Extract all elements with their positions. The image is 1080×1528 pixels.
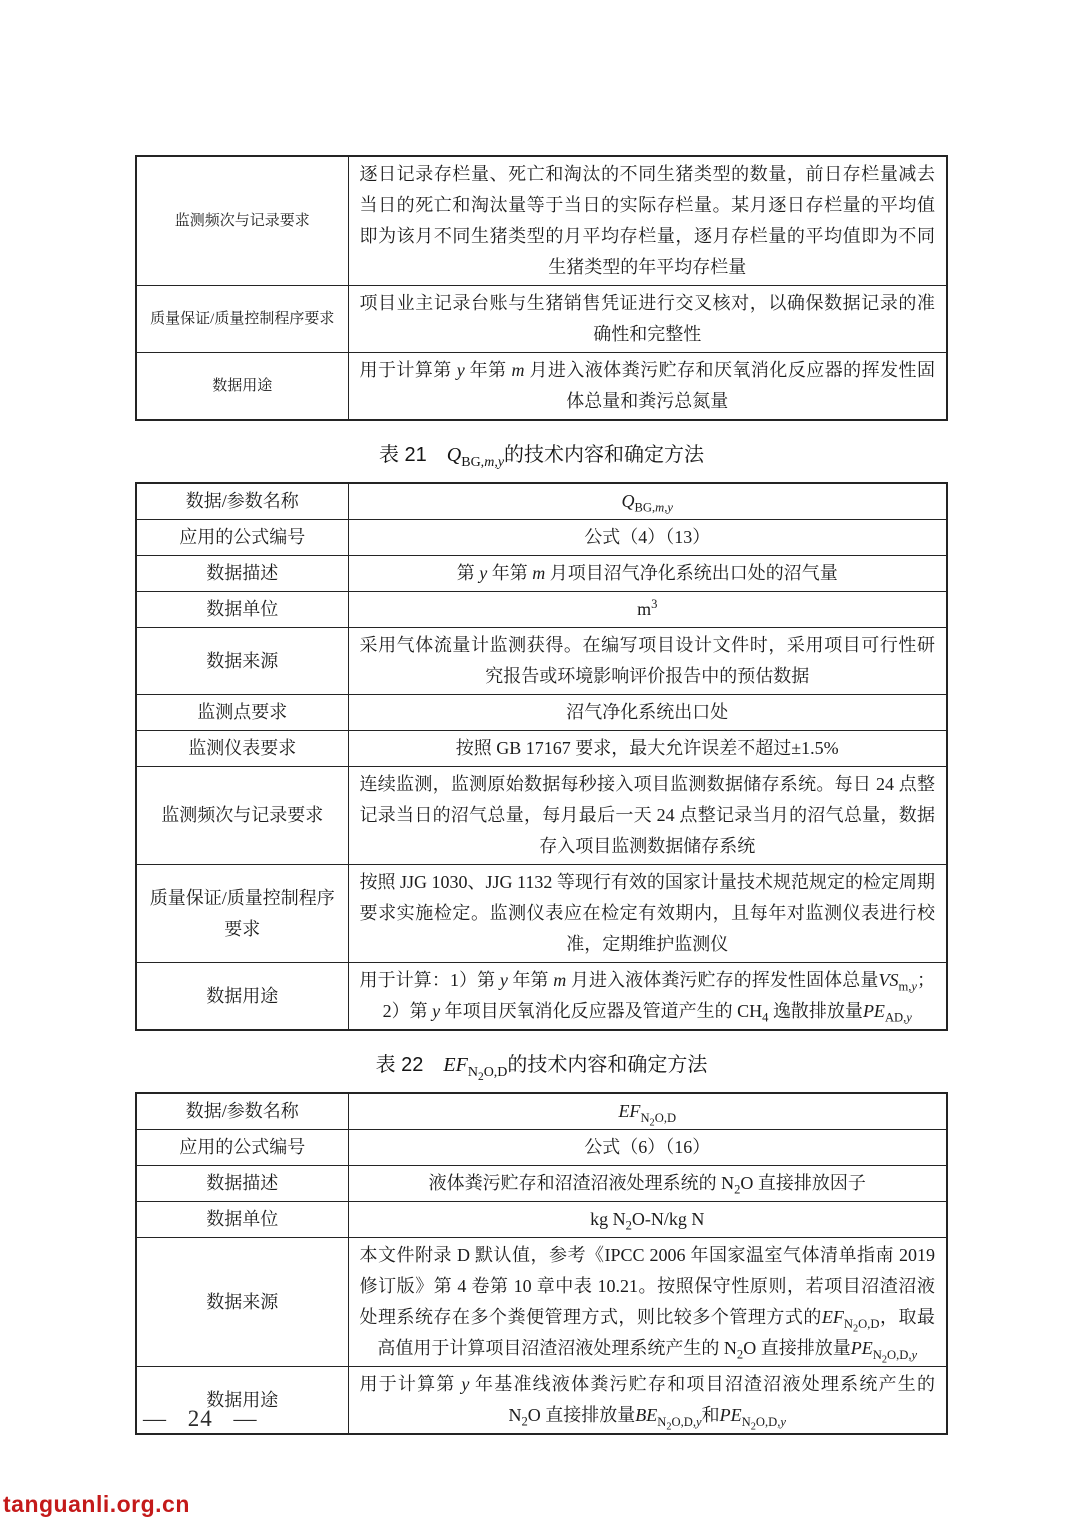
row-content-cell: 用于计算第 y 年基准线液体粪污贮存和项目沼渣沼液处理系统产生的 $N_2O$ 直接排放量$BE_{N_2O,D,y}$和$PE_{N_2O,D,y}$ xyxy=(348,1367,947,1435)
table-row xyxy=(136,767,947,865)
row-content-cell: 采用气体流量计监测获得。在编写项目设计文件时，采用项目可行性研究报告或环境影响评价报告中的预估数据 xyxy=(348,628,947,695)
table-row xyxy=(136,1202,947,1238)
row-content-cell: 液体粪污贮存和沼渣沼液处理系统的 $N_2O$ 直接排放因子 xyxy=(348,1166,947,1202)
table-row xyxy=(136,156,947,286)
table-row xyxy=(136,963,947,1031)
row-label-cell: 数据来源 xyxy=(136,628,348,695)
row-label-cell: 质量保证/质量控制程序要求 xyxy=(136,865,348,963)
table-row xyxy=(136,731,947,767)
row-content-cell: $m^3$ xyxy=(348,592,947,628)
watermark: tanguanli.org.cn xyxy=(3,1491,190,1517)
row-label-cell: 应用的公式编号 xyxy=(136,1130,348,1166)
table-row xyxy=(136,556,947,592)
row-label-cell: 数据/参数名称 xyxy=(136,1093,348,1130)
row-label-cell: 数据/参数名称 xyxy=(136,483,348,520)
row-label-cell: 数据单位 xyxy=(136,592,348,628)
row-content-cell: 连续监测，监测原始数据每秒接入项目监测数据储存系统。每日 24 点整记录当日的沼气总量，每月最后一天 24 点整记录当月的沼气总量，数据存入项目监测数据储存系统 xyxy=(348,767,947,865)
row-label-cell: 数据单位 xyxy=(136,1202,348,1238)
table21-caption: 表 21 $Q_{BG,m,y}$的技术内容和确定方法 xyxy=(378,444,705,470)
page-number: — 24 — xyxy=(143,1406,258,1431)
row-label-cell: 数据描述 xyxy=(136,556,348,592)
table22-caption: 表 22 $EF_{N_2O,D}$的技术内容和确定方法 xyxy=(375,1054,708,1083)
row-label-cell: 数据用途 xyxy=(136,1367,348,1435)
table-row xyxy=(136,520,947,556)
row-content-cell: 公式（6）（16） xyxy=(348,1130,947,1166)
row-label-cell: 质量保证/质量控制程序要求 xyxy=(136,286,348,353)
row-label-cell: 监测仪表要求 xyxy=(136,731,348,767)
row-label-cell: 数据用途 xyxy=(136,963,348,1031)
table-row xyxy=(136,1093,947,1130)
table-row xyxy=(136,1238,947,1367)
row-content-cell: 按照 JJG 1030、JJG 1132 等现行有效的国家计量技术规范规定的检定周期要求实施检定。监测仪表应在检定有效期内，且每年对监测仪表进行校准，定期维护监测仪 xyxy=(348,865,947,963)
row-label-cell: 监测频次与记录要求 xyxy=(136,156,348,286)
table-row xyxy=(136,286,947,353)
row-label-cell: 监测点要求 xyxy=(136,695,348,731)
table-row xyxy=(136,1166,947,1202)
row-label-cell: 应用的公式编号 xyxy=(136,520,348,556)
table-row xyxy=(136,353,947,421)
row-label-cell: 数据用途 xyxy=(136,353,348,421)
row-content-cell: 用于计算：1）第 y 年第 m 月进入液体粪污贮存的挥发性固体总量$VS_{m,y}$；2）第 y 年项目厌氧消化反应器及管道产生的 $CH_4$ 逸散排放量$PE_{AD,y}$ xyxy=(348,963,947,1031)
row-content-cell: $EF_{N_2O,D}$ xyxy=(348,1093,947,1130)
monitoring-table-continuation xyxy=(135,155,948,421)
table-row xyxy=(136,1130,947,1166)
row-content-cell: 按照 GB 17167 要求，最大允许误差不超过±1.5% xyxy=(348,731,947,767)
table-row xyxy=(136,483,947,520)
row-content-cell: 用于计算第 y 年第 m 月进入液体粪污贮存和厌氧消化反应器的挥发性固体总量和粪污总氮量 xyxy=(348,353,947,421)
table-row xyxy=(136,865,947,963)
row-label-cell: 数据来源 xyxy=(136,1238,348,1367)
page-content xyxy=(135,155,948,1435)
row-content-cell: 公式（4）（13） xyxy=(348,520,947,556)
row-content-cell: 逐日记录存栏量、死亡和淘汰的不同生猪类型的数量，前日存栏量减去当日的死亡和淘汰量等于当日的实际存栏量。某月逐日存栏量的平均值即为该月不同生猪类型的月平均存栏量，逐月存栏量的平均值即为不同生猪类型的年平均存栏量 xyxy=(348,156,947,286)
row-content-cell: 本文件附录 D 默认值，参考《IPCC 2006 年国家温室气体清单指南 2019 修订版》第 4 卷第 10 章中表 10.21。按照保守性原则，若项目沼渣沼液处理系统存在多个粪便管理方式，则比较多个管理方式的$EF_{N_2O,D}$，取最高值用于计算项目沼渣沼液处理系统产生的 $N_2O$ 直接排放量$PE_{N_2O,D,y}$ xyxy=(348,1238,947,1367)
row-label-cell: 监测频次与记录要求 xyxy=(136,767,348,865)
table21-qbg-parameters xyxy=(135,482,948,1031)
row-content-cell: 沼气净化系统出口处 xyxy=(348,695,947,731)
row-content-cell: kg $N_2O-N/kg$ N xyxy=(348,1202,947,1238)
row-content-cell: $Q_{BG,m,y}$ xyxy=(348,483,947,520)
table22-efn2od-parameters xyxy=(135,1092,948,1435)
table-row xyxy=(136,592,947,628)
row-content-cell: 第 y 年第 m 月项目沼气净化系统出口处的沼气量 xyxy=(348,556,947,592)
table-row xyxy=(136,628,947,695)
table-row xyxy=(136,695,947,731)
row-label-cell: 数据描述 xyxy=(136,1166,348,1202)
row-content-cell: 项目业主记录台账与生猪销售凭证进行交叉核对，以确保数据记录的准确性和完整性 xyxy=(348,286,947,353)
